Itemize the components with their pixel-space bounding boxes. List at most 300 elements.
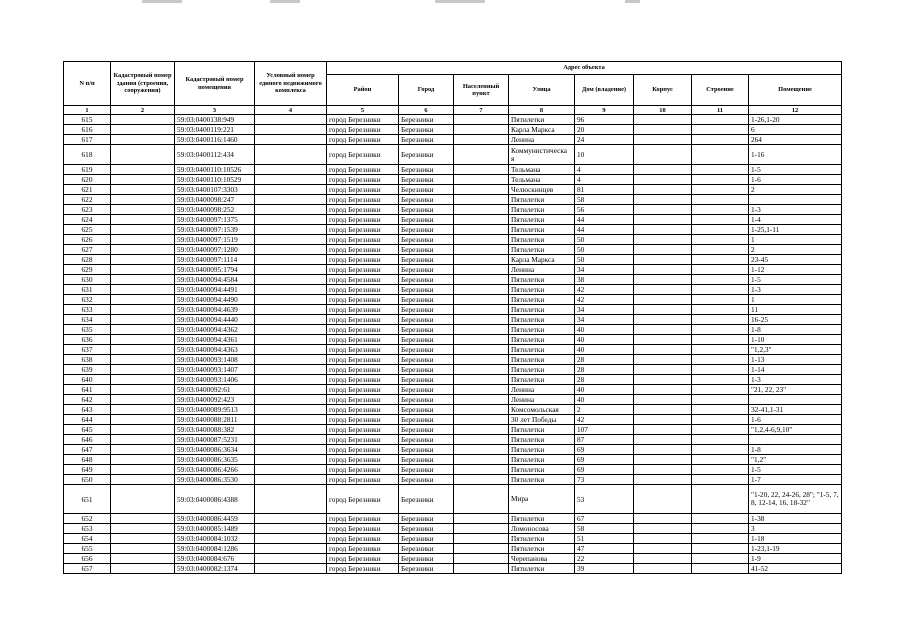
header-house: Дом (владение): [575, 75, 634, 106]
cell-district: город Березники: [327, 405, 399, 415]
cell-district: город Березники: [327, 395, 399, 405]
cell-city: Березники: [399, 455, 454, 465]
cell-row-number: 635: [64, 325, 111, 335]
cell-building: [692, 514, 749, 524]
cell-street: Пятилетки: [509, 215, 575, 225]
cell-room: 1: [749, 235, 842, 245]
cell-row-number: 626: [64, 235, 111, 245]
cell-complex-number: [255, 465, 327, 475]
cell-block: [634, 325, 692, 335]
cell-complex-number: [255, 305, 327, 315]
cell-district: город Березники: [327, 365, 399, 375]
table-row: [64, 345, 842, 355]
cell-house: 107: [575, 425, 634, 435]
cell-complex-number: [255, 375, 327, 385]
cell-room-cadastral: 59:03:0400119:221: [175, 125, 255, 135]
cell-room: 1-4: [749, 215, 842, 225]
cell-row-number: 640: [64, 375, 111, 385]
cell-row-number: 650: [64, 475, 111, 485]
column-number: 2: [111, 106, 175, 115]
cell-room: [749, 395, 842, 405]
cell-room-cadastral: 59:03:0400086:4388: [175, 485, 255, 514]
cell-house: 28: [575, 355, 634, 365]
table-row: [64, 335, 842, 345]
cell-building-cadastral: [111, 544, 175, 554]
cell-row-number: 632: [64, 295, 111, 305]
cell-row-number: 625: [64, 225, 111, 235]
cell-room-cadastral: 59:03:0400110:10529: [175, 175, 255, 185]
cell-city: Березники: [399, 465, 454, 475]
cell-block: [634, 395, 692, 405]
cell-building-cadastral: [111, 365, 175, 375]
cell-city: Березники: [399, 145, 454, 165]
column-number: 1: [64, 106, 111, 115]
cell-settlement: [454, 405, 509, 415]
header-street: Улица: [509, 75, 575, 106]
cell-street: Пятилетки: [509, 375, 575, 385]
cell-room: 1-10: [749, 335, 842, 345]
cell-block: [634, 385, 692, 395]
cell-street: Комсомольская: [509, 405, 575, 415]
cell-room-cadastral: 59:03:0400097:1280: [175, 245, 255, 255]
cell-room-cadastral: 59:03:0400094:4361: [175, 335, 255, 345]
cell-room: [749, 195, 842, 205]
table-row: [64, 195, 842, 205]
cell-room: "1-20, 22, 24-26, 28"; "1-5, 7, 8, 12-14, 16, 18-32": [749, 485, 842, 514]
cell-complex-number: [255, 405, 327, 415]
cell-building-cadastral: [111, 115, 175, 125]
cell-settlement: [454, 255, 509, 265]
cell-district: город Березники: [327, 564, 399, 574]
cell-block: [634, 295, 692, 305]
table-row: [64, 415, 842, 425]
cell-street: Пятилетки: [509, 225, 575, 235]
cell-building-cadastral: [111, 225, 175, 235]
column-number: 5: [327, 106, 399, 115]
cell-district: город Березники: [327, 355, 399, 365]
cell-building-cadastral: [111, 335, 175, 345]
cell-district: город Березники: [327, 514, 399, 524]
cell-house: 58: [575, 195, 634, 205]
cell-complex-number: [255, 514, 327, 524]
cell-building: [692, 125, 749, 135]
cell-house: 28: [575, 365, 634, 375]
cell-room-cadastral: 59:03:0400110:10526: [175, 165, 255, 175]
cell-complex-number: [255, 445, 327, 455]
scan-smudge: [435, 0, 485, 3]
cell-room: 3: [749, 524, 842, 534]
cell-building-cadastral: [111, 265, 175, 275]
cell-complex-number: [255, 355, 327, 365]
cell-city: Березники: [399, 355, 454, 365]
cell-city: Березники: [399, 215, 454, 225]
table-row: [64, 564, 842, 574]
cell-row-number: 655: [64, 544, 111, 554]
cell-building-cadastral: [111, 355, 175, 365]
cell-city: Березники: [399, 315, 454, 325]
cell-settlement: [454, 315, 509, 325]
cell-room-cadastral: 59:03:0400086:3530: [175, 475, 255, 485]
cell-row-number: 648: [64, 455, 111, 465]
cell-street: Пятилетки: [509, 195, 575, 205]
cell-district: город Березники: [327, 534, 399, 544]
cell-street: Пятилетки: [509, 475, 575, 485]
cell-room: 1-13: [749, 355, 842, 365]
cell-settlement: [454, 554, 509, 564]
cell-building-cadastral: [111, 385, 175, 395]
cell-city: Березники: [399, 165, 454, 175]
cell-city: Березники: [399, 485, 454, 514]
cell-room-cadastral: 59:03:0400086:3635: [175, 455, 255, 465]
cell-street: Коммунистическа я: [509, 145, 575, 165]
cell-building-cadastral: [111, 275, 175, 285]
cell-building: [692, 285, 749, 295]
cell-room: 1-7: [749, 475, 842, 485]
cell-room: "1,2,3": [749, 345, 842, 355]
cell-city: Березники: [399, 514, 454, 524]
cell-row-number: 656: [64, 554, 111, 564]
cell-settlement: [454, 544, 509, 554]
cell-building-cadastral: [111, 485, 175, 514]
cell-row-number: 633: [64, 305, 111, 315]
cell-district: город Березники: [327, 125, 399, 135]
cell-complex-number: [255, 475, 327, 485]
cell-complex-number: [255, 175, 327, 185]
cell-complex-number: [255, 325, 327, 335]
cell-house: 4: [575, 165, 634, 175]
cell-room: 1-3: [749, 375, 842, 385]
table-row: [64, 485, 842, 514]
table-row: [64, 315, 842, 325]
table-row: [64, 125, 842, 135]
cell-row-number: 621: [64, 185, 111, 195]
cell-room-cadastral: 59:03:0400086:4459: [175, 514, 255, 524]
cell-room-cadastral: 59:03:0400098:247: [175, 195, 255, 205]
header-city: Город: [399, 75, 454, 106]
cell-settlement: [454, 205, 509, 215]
cell-row-number: 627: [64, 245, 111, 255]
cell-settlement: [454, 485, 509, 514]
cell-block: [634, 355, 692, 365]
cell-settlement: [454, 295, 509, 305]
cell-row-number: 657: [64, 564, 111, 574]
cell-building: [692, 435, 749, 445]
cell-block: [634, 165, 692, 175]
cell-building: [692, 564, 749, 574]
table-row: [64, 405, 842, 415]
cell-room: 1-9: [749, 554, 842, 564]
cell-district: город Березники: [327, 275, 399, 285]
cell-room-cadastral: 59:03:0400093:1406: [175, 375, 255, 385]
cell-city: Березники: [399, 255, 454, 265]
cell-room-cadastral: 59:03:0400086:4266: [175, 465, 255, 475]
cell-room: 1-5: [749, 465, 842, 475]
cell-district: город Березники: [327, 265, 399, 275]
cell-building-cadastral: [111, 534, 175, 544]
cell-room: [749, 435, 842, 445]
table-row: [64, 275, 842, 285]
cell-room: 41-52: [749, 564, 842, 574]
cell-building: [692, 225, 749, 235]
scan-smudge: [270, 0, 300, 3]
cell-city: Березники: [399, 125, 454, 135]
cell-city: Березники: [399, 475, 454, 485]
cell-building: [692, 534, 749, 544]
cell-complex-number: [255, 125, 327, 135]
cell-room-cadastral: 59:03:0400093:1407: [175, 365, 255, 375]
cell-block: [634, 544, 692, 554]
cell-city: Березники: [399, 395, 454, 405]
cell-street: Челюскинцев: [509, 185, 575, 195]
cell-room: 1: [749, 295, 842, 305]
cell-block: [634, 195, 692, 205]
cell-district: город Березники: [327, 485, 399, 514]
cell-block: [634, 564, 692, 574]
cell-house: 50: [575, 255, 634, 265]
cell-block: [634, 115, 692, 125]
column-number: 8: [509, 106, 575, 115]
cell-district: город Березники: [327, 415, 399, 425]
cell-complex-number: [255, 255, 327, 265]
cell-settlement: [454, 564, 509, 574]
cell-settlement: [454, 195, 509, 205]
cell-block: [634, 135, 692, 145]
cell-building: [692, 325, 749, 335]
cell-block: [634, 534, 692, 544]
table-row: [64, 305, 842, 315]
table-row: [64, 524, 842, 534]
cell-block: [634, 554, 692, 564]
table-row: [64, 365, 842, 375]
cell-row-number: 624: [64, 215, 111, 225]
cell-building: [692, 345, 749, 355]
cell-building: [692, 365, 749, 375]
cell-district: город Березники: [327, 554, 399, 564]
cell-complex-number: [255, 335, 327, 345]
cell-building-cadastral: [111, 405, 175, 415]
registry-table: [63, 61, 842, 574]
cell-district: город Березники: [327, 195, 399, 205]
cell-city: Березники: [399, 175, 454, 185]
cell-row-number: 630: [64, 275, 111, 285]
cell-complex-number: [255, 265, 327, 275]
cell-building: [692, 385, 749, 395]
cell-block: [634, 485, 692, 514]
cell-room: 1-5: [749, 275, 842, 285]
cell-house: 44: [575, 225, 634, 235]
cell-row-number: 617: [64, 135, 111, 145]
cell-building: [692, 265, 749, 275]
cell-building: [692, 135, 749, 145]
cell-street: 30 лет Победы: [509, 415, 575, 425]
cell-city: Березники: [399, 345, 454, 355]
cell-district: город Березники: [327, 455, 399, 465]
cell-house: 50: [575, 245, 634, 255]
cell-row-number: 651: [64, 485, 111, 514]
cell-room-cadastral: 59:03:0400094:4363: [175, 345, 255, 355]
cell-settlement: [454, 415, 509, 425]
cell-complex-number: [255, 534, 327, 544]
cell-house: 22: [575, 554, 634, 564]
cell-street: Пятилетки: [509, 285, 575, 295]
cell-row-number: 634: [64, 315, 111, 325]
cell-house: 20: [575, 125, 634, 135]
cell-block: [634, 145, 692, 165]
cell-building: [692, 485, 749, 514]
table-row: [64, 295, 842, 305]
cell-settlement: [454, 125, 509, 135]
cell-row-number: 631: [64, 285, 111, 295]
cell-district: город Березники: [327, 315, 399, 325]
cell-street: Ленина: [509, 385, 575, 395]
cell-city: Березники: [399, 195, 454, 205]
cell-district: город Березники: [327, 375, 399, 385]
cell-row-number: 638: [64, 355, 111, 365]
table-row: [64, 355, 842, 365]
cell-block: [634, 285, 692, 295]
cell-city: Березники: [399, 425, 454, 435]
table-row: [64, 554, 842, 564]
cell-building-cadastral: [111, 425, 175, 435]
cell-building-cadastral: [111, 215, 175, 225]
cell-building: [692, 465, 749, 475]
table-row: [64, 395, 842, 405]
table-row: [64, 445, 842, 455]
table-row: [64, 235, 842, 245]
header-district: Район: [327, 75, 399, 106]
cell-street: Тельмана: [509, 165, 575, 175]
cell-complex-number: [255, 235, 327, 245]
table-row: [64, 435, 842, 445]
cell-block: [634, 185, 692, 195]
cell-street: Пятилетки: [509, 355, 575, 365]
cell-room: 1-8: [749, 325, 842, 335]
cell-settlement: [454, 215, 509, 225]
cell-city: Березники: [399, 275, 454, 285]
cell-settlement: [454, 524, 509, 534]
cell-settlement: [454, 225, 509, 235]
cell-building: [692, 425, 749, 435]
cell-building-cadastral: [111, 564, 175, 574]
cell-complex-number: [255, 245, 327, 255]
cell-complex-number: [255, 485, 327, 514]
cell-block: [634, 275, 692, 285]
cell-city: Березники: [399, 445, 454, 455]
cell-room-cadastral: 59:03:0400094:4362: [175, 325, 255, 335]
cell-house: 96: [575, 115, 634, 125]
cell-room: 1-16: [749, 145, 842, 165]
cell-block: [634, 315, 692, 325]
table-row: [64, 115, 842, 125]
cell-city: Березники: [399, 335, 454, 345]
cell-street: Пятилетки: [509, 115, 575, 125]
cell-house: 38: [575, 275, 634, 285]
cell-room-cadastral: 59:03:0400138:949: [175, 115, 255, 125]
cell-building: [692, 405, 749, 415]
cell-street: Пятилетки: [509, 435, 575, 445]
cell-block: [634, 245, 692, 255]
cell-city: Березники: [399, 415, 454, 425]
header-room-cadastral: Кадастровый номер помещения: [175, 62, 255, 106]
cell-city: Березники: [399, 375, 454, 385]
cell-room-cadastral: 59:03:0400085:1489: [175, 524, 255, 534]
cell-room-cadastral: 59:03:0400097:1539: [175, 225, 255, 235]
cell-settlement: [454, 165, 509, 175]
cell-district: город Березники: [327, 245, 399, 255]
cell-row-number: 639: [64, 365, 111, 375]
cell-district: город Березники: [327, 285, 399, 295]
cell-room: 1-6: [749, 415, 842, 425]
cell-city: Березники: [399, 554, 454, 564]
cell-complex-number: [255, 185, 327, 195]
cell-room: 2: [749, 245, 842, 255]
cell-complex-number: [255, 365, 327, 375]
header-num: N п/п: [64, 62, 111, 106]
cell-building: [692, 195, 749, 205]
cell-house: 34: [575, 265, 634, 275]
cell-street: Ленина: [509, 265, 575, 275]
cell-complex-number: [255, 275, 327, 285]
cell-room-cadastral: 59:03:0400098:252: [175, 205, 255, 215]
cell-street: Карла Маркса: [509, 125, 575, 135]
cell-block: [634, 365, 692, 375]
cell-row-number: 642: [64, 395, 111, 405]
cell-building-cadastral: [111, 554, 175, 564]
cell-city: Березники: [399, 245, 454, 255]
cell-district: город Березники: [327, 115, 399, 125]
cell-district: город Березники: [327, 185, 399, 195]
cell-row-number: 654: [64, 534, 111, 544]
cell-room-cadastral: 59:03:0400082:1374: [175, 564, 255, 574]
cell-street: Пятилетки: [509, 564, 575, 574]
cell-city: Березники: [399, 135, 454, 145]
cell-building-cadastral: [111, 295, 175, 305]
cell-building-cadastral: [111, 315, 175, 325]
cell-building-cadastral: [111, 255, 175, 265]
table-row: [64, 175, 842, 185]
cell-settlement: [454, 245, 509, 255]
cell-room-cadastral: 59:03:0400086:3634: [175, 445, 255, 455]
cell-settlement: [454, 275, 509, 285]
cell-house: 39: [575, 564, 634, 574]
cell-room-cadastral: 59:03:0400094:4440: [175, 315, 255, 325]
cell-building-cadastral: [111, 435, 175, 445]
cell-room: 6: [749, 125, 842, 135]
cell-room-cadastral: 59:03:0400095:1794: [175, 265, 255, 275]
table-row: [64, 475, 842, 485]
cell-street: Пятилетки: [509, 425, 575, 435]
cell-building-cadastral: [111, 514, 175, 524]
cell-district: город Березники: [327, 175, 399, 185]
cell-block: [634, 514, 692, 524]
cell-building-cadastral: [111, 524, 175, 534]
cell-building: [692, 255, 749, 265]
cell-district: город Березники: [327, 165, 399, 175]
cell-street: Пятилетки: [509, 305, 575, 315]
cell-block: [634, 305, 692, 315]
cell-building: [692, 305, 749, 315]
cell-city: Березники: [399, 524, 454, 534]
table-row: [64, 465, 842, 475]
cell-house: 42: [575, 285, 634, 295]
cell-house: 24: [575, 135, 634, 145]
cell-street: Мира: [509, 485, 575, 514]
cell-city: Березники: [399, 285, 454, 295]
cell-room-cadastral: 59:03:0400094:4639: [175, 305, 255, 315]
cell-building-cadastral: [111, 205, 175, 215]
cell-complex-number: [255, 285, 327, 295]
cell-building-cadastral: [111, 475, 175, 485]
